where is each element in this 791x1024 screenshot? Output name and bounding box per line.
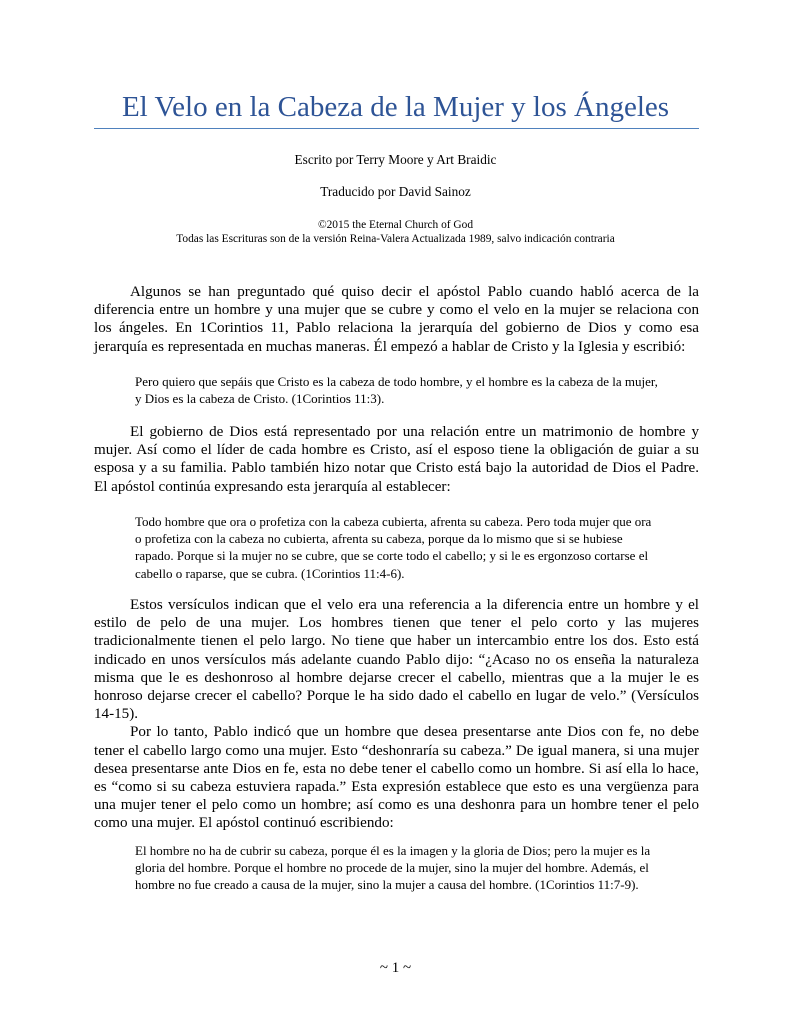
scripture-quote — [135, 513, 660, 582]
body-section-3 — [94, 596, 699, 833]
scripture-quote — [135, 373, 660, 407]
scripture-quote — [135, 842, 660, 894]
paragraph: Algunos se han preguntado qué quiso decir el apóstol Pablo cuando habló acerca de la diferencia entre un hombre y una mujer que se cubre y como el velo en la mujer se relaciona con los ángeles. En 1Corintios 11, Pablo relaciona la jerarquía del gobierno de Dios y como esa jerarquía es representada en muchas maneras. Él empezó a hablar de Cristo y la Iglesia y escribió: — [94, 284, 699, 355]
body-section-2 — [94, 423, 699, 496]
paragraph: Por lo tanto, Pablo indicó que un hombre que desea presentarse ante Dios con fe, no debe tener el cabello largo como una mujer. Esto “deshonraría su cabeza.” De igual manera, si una mujer desea presentarse ante Dios en fe, esta no debe tener el cabello como un hombre. Si así ella lo hace, es “como si su cabeza estuviera rapada.” Esta expresión establece que esto es una vergüenza para una mujer tener el pelo como un hombre; así como es una deshonra para un hombre tener el pelo como una mujer. El apóstol continuó escribiendo: — [94, 724, 699, 832]
quote-text: Pero quiero que sepáis que Cristo es la cabeza de todo hombre, y el hombre es la cabeza de la mujer, y Dios es la cabeza de Cristo. (1Corintios 11:3). — [135, 374, 658, 407]
copyright-line: ©2015 the Eternal Church of God — [317, 219, 474, 231]
scripture-note: Todas las Escrituras son de la versión Reina-Valera Actualizada 1989, salvo indicación contraria — [176, 233, 615, 245]
translator-line: Traducido por David Sainoz — [320, 184, 471, 199]
document-title: El Velo en la Cabeza de la Mujer y los Ángeles — [121, 91, 670, 123]
paragraph: El gobierno de Dios está representado por una relación entre un matrimonio de hombre y mujer. Así como el líder de cada hombre es Cristo, así el esposo tiene la obligación de guiar a su esposa y a su familia. Pablo también hizo notar que Cristo está bajo la autoridad de Dios el Padre. El apóstol continúa expresando esta jerarquía al establecer: — [94, 424, 699, 495]
quote-text: El hombre no ha de cubrir su cabeza, porque él es la imagen y la gloria de Dios; pero la mujer es la gloria del hombre. Porque el hombre no procede de la mujer, sino la mujer del hombre. Además, el hombre no fue creado a causa de la mujer, sino la mujer a causa del hombre. (1Corintios 11:7-9). — [135, 843, 651, 893]
paragraph: Estos versículos indican que el velo era una referencia a la diferencia entre un hombre y el estilo de pelo de una mujer. Los hombres tienen que tener el pelo corto y las mujeres tradicionalmente tienen el pelo largo. No tiene que haber un intercambio entre los dos. Esto está indicado en unos versículos más adelante cuando Pablo dijo: “¿Acaso no os enseña la naturaleza misma que le es deshonroso al hombre dejarse crecer el cabello, mientras que a la mujer le es honroso dejarse crecer el cabello? Porque le ha sido dado el cabello en lugar de velo.” (Versículos 14-15). — [94, 597, 699, 723]
authors-line: Escrito por Terry Moore y Art Braidic — [294, 152, 497, 167]
quote-text: Todo hombre que ora o profetiza con la cabeza cubierta, afrenta su cabeza. Pero toda mujer que ora o profetiza con la cabeza no cubierta, afrenta su cabeza, porque da lo mismo que si se hubiese rapado. Porque si la mujer no se cubre, que se corte todo el cabello; y si le es ergonzoso cortarse el cabello o raparse, que se cubra. (1Corintios 11:4-6). — [135, 514, 652, 581]
page-number: ~ 1 ~ — [379, 960, 412, 976]
title-underline — [94, 128, 699, 129]
body-section-1 — [94, 283, 699, 356]
